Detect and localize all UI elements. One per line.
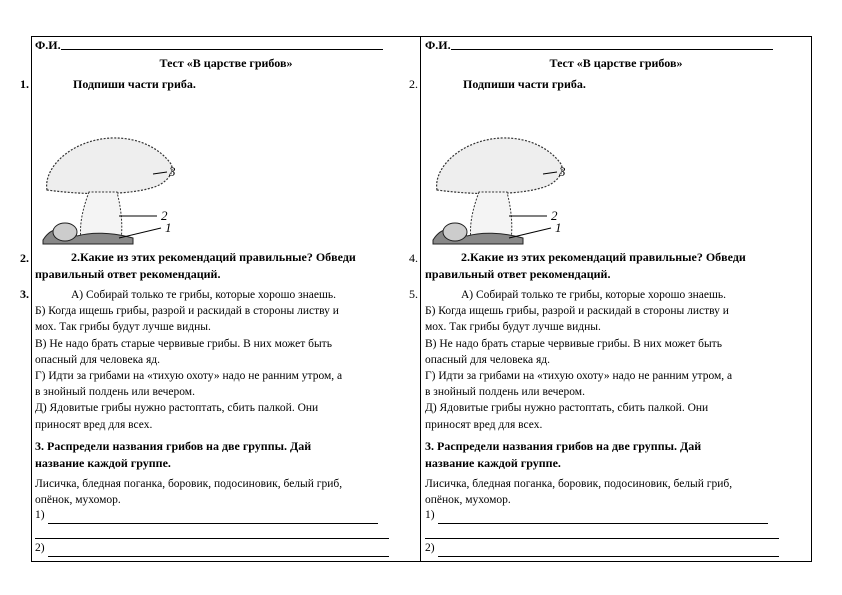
- worksheet-copy-left: [33, 36, 419, 560]
- q3-line2: название каждой группе.: [425, 456, 561, 470]
- option-b[interactable]: Б) Когда ищешь грибы, разрой и раскидай в стороны листву и: [35, 305, 339, 318]
- mushroom-list: [35, 476, 415, 508]
- option-d-cont: приносят вред для всех.: [35, 418, 153, 431]
- task1-text: Подпиши части гриба.: [463, 77, 586, 91]
- option-a[interactable]: А) Собирай только те грибы, которые хорошо знаешь.: [461, 289, 726, 301]
- option-d[interactable]: Д) Ядовитые грибы нужно растоптать, сбить палкой. Они: [425, 402, 709, 415]
- q2-options: [425, 287, 805, 433]
- mushroom-list-line2: опёнок, мухомор.: [35, 494, 121, 506]
- mushroom-list-line1: Лисичка, бледная поганка, боровик, подосиновик, белый гриб,: [35, 478, 343, 490]
- q2-line1: 2.Какие из этих рекомендаций правильные? Обведи: [461, 250, 746, 264]
- question-3: [35, 438, 415, 472]
- answer-1-line-extra[interactable]: [35, 538, 389, 539]
- option-v[interactable]: В) Не надо брать старые червивые грибы. В них может быть: [35, 337, 332, 350]
- part-label-3: 3: [169, 164, 176, 179]
- q3-line1: 3. Распредели названия грибов на две группы. Дай: [425, 439, 702, 453]
- part-label-3: 3: [559, 164, 566, 179]
- row-number-middle-2: 4.: [409, 251, 418, 265]
- q2-line1: 2.Какие из этих рекомендаций правильные? Обведи: [71, 250, 356, 264]
- row-number-middle-1: 2.: [409, 77, 418, 91]
- mushroom-list-line1: Лисичка, бледная поганка, боровик, подосиновик, белый гриб,: [425, 478, 733, 490]
- answer-1-line[interactable]: [438, 523, 768, 524]
- mushroom-list-line2: опёнок, мухомор.: [425, 494, 511, 506]
- q2-line2: правильный ответ рекомендаций.: [425, 267, 611, 281]
- part-label-2: 2: [161, 208, 168, 223]
- option-v-cont: опасный для человека яд.: [35, 353, 161, 366]
- part-label-2: 2: [551, 208, 558, 223]
- option-b-cont: мох. Так грибы будут лучше видны.: [35, 321, 211, 334]
- column-divider: [420, 36, 421, 562]
- part-label-1: 1: [555, 220, 562, 235]
- option-a[interactable]: А) Собирай только те грибы, которые хорошо знаешь.: [71, 289, 336, 301]
- part-label-1: 1: [165, 220, 172, 235]
- option-b[interactable]: Б) Когда ищешь грибы, разрой и раскидай в стороны листву и: [425, 305, 729, 318]
- worksheet-copy-right: [423, 36, 809, 560]
- option-b-cont: мох. Так грибы будут лучше видны.: [425, 321, 601, 334]
- fio-label: Ф.И.: [425, 38, 451, 52]
- fio-label: Ф.И.: [35, 38, 61, 52]
- worksheet-title: Тест «В царстве грибов»: [159, 56, 293, 70]
- worksheet-title: Тест «В царстве грибов»: [549, 56, 683, 70]
- option-d-cont: приносят вред для всех.: [425, 418, 543, 431]
- mushroom-list: [425, 476, 805, 508]
- row-number-middle-3: 5.: [409, 287, 418, 301]
- question-2: [35, 249, 407, 283]
- option-g-cont: в знойный полдень или вечером.: [35, 386, 195, 399]
- question-2: [425, 249, 797, 283]
- question-3: [425, 438, 805, 472]
- answer-1-line[interactable]: [48, 523, 378, 524]
- answer-1-line-extra[interactable]: [425, 538, 779, 539]
- option-v-cont: опасный для человека яд.: [425, 353, 551, 366]
- mushroom-illustration: [41, 128, 191, 248]
- q3-line1: 3. Распредели названия грибов на две группы. Дай: [35, 439, 312, 453]
- fio-line[interactable]: [451, 49, 773, 50]
- answer-2-label: 2): [425, 542, 435, 554]
- task1-text: Подпиши части гриба.: [73, 77, 196, 91]
- answer-1-label: 1): [35, 509, 45, 521]
- row-number-left-3: 3.: [20, 287, 29, 301]
- answer-1-label: 1): [425, 509, 435, 521]
- fio-line[interactable]: [61, 49, 383, 50]
- mushroom-illustration: [431, 128, 581, 248]
- option-v[interactable]: В) Не надо брать старые червивые грибы. В них может быть: [425, 337, 722, 350]
- option-g[interactable]: Г) Идти за грибами на «тихую охоту» надо не ранним утром, а: [35, 370, 343, 383]
- q2-line2: правильный ответ рекомендаций.: [35, 267, 221, 281]
- q2-options: [35, 287, 415, 433]
- option-g-cont: в знойный полдень или вечером.: [425, 386, 585, 399]
- option-g[interactable]: Г) Идти за грибами на «тихую охоту» надо не ранним утром, а: [425, 370, 733, 383]
- row-number-left-1: 1.: [20, 77, 29, 91]
- option-d[interactable]: Д) Ядовитые грибы нужно растоптать, сбить палкой. Они: [35, 402, 319, 415]
- answer-2-line[interactable]: [438, 556, 779, 557]
- answer-2-line[interactable]: [48, 556, 389, 557]
- answer-2-label: 2): [35, 542, 45, 554]
- row-number-left-2: 2.: [20, 251, 29, 265]
- q3-line2: название каждой группе.: [35, 456, 171, 470]
